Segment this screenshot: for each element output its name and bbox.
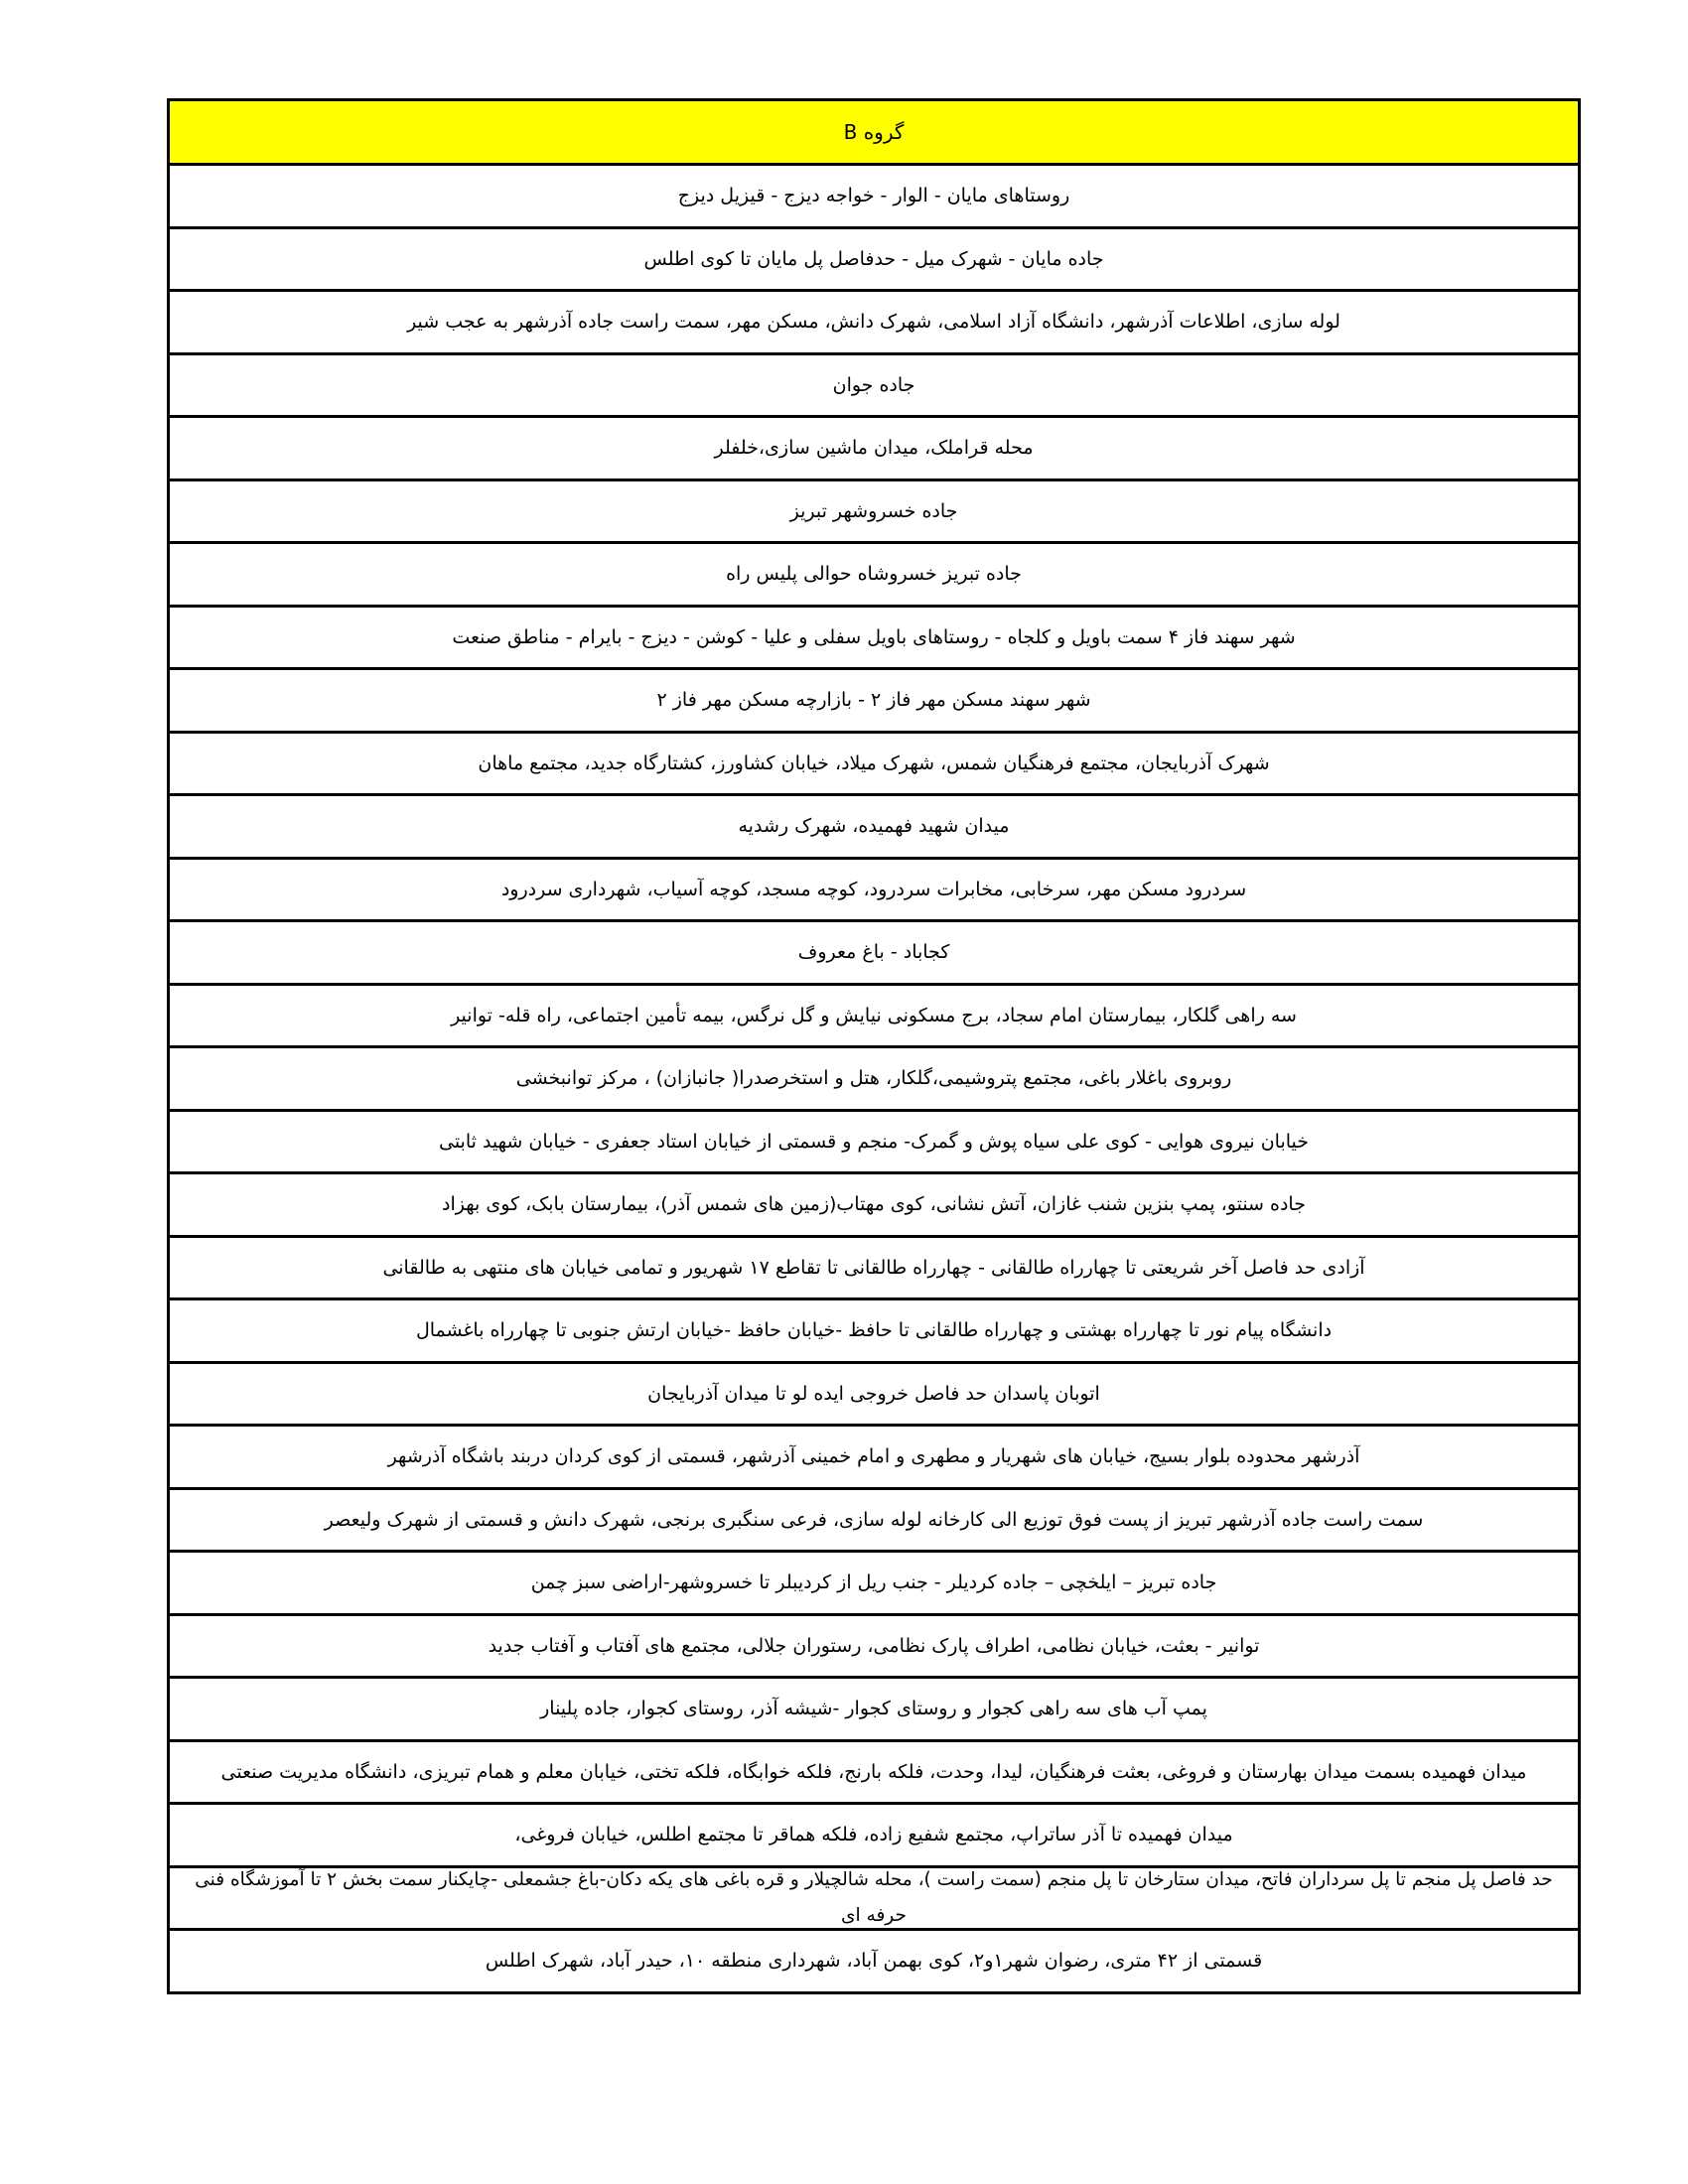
table-row: جاده مایان - شهرک میل - حدفاصل پل مایان تا کوی اطلس	[170, 226, 1578, 290]
table-row: جاده سنتو، پمپ بنزین شنب غازان، آتش نشانی، کوی مهتاب(زمین های شمس آذر)، بیمارستان بابک، کوی بهزاد	[170, 1171, 1578, 1235]
table-row: روستاهای مایان - الوار - خواجه دیزج - قیزیل دیزج	[170, 163, 1578, 226]
table-row: شهر سهند فاز ۴ سمت باویل و کلجاه - روستاهای باویل سفلی و علیا - کوشن - دیزج - بایرام - مناطق صنعت	[170, 605, 1578, 668]
table-row: میدان فهمیده تا آذر ساتراپ، مجتمع شفیع زاده، فلکه هماقر تا مجتمع اطلس، خیابان فروغی،	[170, 1802, 1578, 1865]
table-row: اتوبان پاسدان حد فاصل خروجی ایده لو تا میدان آذربایجان	[170, 1361, 1578, 1425]
table-row: سمت راست جاده آذرشهر تبریز از پست فوق توزیع الی کارخانه لوله سازی، فرعی سنگبری برنجی، شهرک دانش و قسمتی از شهرک ولیعصر	[170, 1487, 1578, 1551]
table-header: گروه B	[170, 101, 1578, 163]
table-row: قسمتی از ۴۲ متری، رضوان شهر۱و۲، کوی بهمن آباد، شهرداری منطقه ۱۰، حیدر آباد، شهرک اطلس	[170, 1928, 1578, 1991]
table-row: جاده تبریز – ایلخچی – جاده کردیلر - جنب ریل از کردیبلر تا خسروشهر-اراضی سبز چمن	[170, 1550, 1578, 1613]
table-row: سه راهی گلکار، بیمارستان امام سجاد، برج مسکونی نیایش و گل نرگس، بیمه تأمین اجتماعی، راه قله- توانیر	[170, 983, 1578, 1046]
table-row: محله قراملک، میدان ماشین سازی،خلفلر	[170, 415, 1578, 478]
table-row: کجاباد - باغ معروف	[170, 919, 1578, 983]
table-row: لوله سازی، اطلاعات آذرشهر، دانشگاه آزاد اسلامی، شهرک دانش، مسکن مهر، سمت راست جاده آذرشهر به عجب شیر	[170, 289, 1578, 352]
table-row: جاده جوان	[170, 352, 1578, 416]
table-row: شهر سهند مسکن مهر فاز ۲ - بازارچه مسکن مهر فاز ۲	[170, 667, 1578, 731]
table-row: میدان شهید فهمیده، شهرک رشدیه	[170, 793, 1578, 857]
area-table	[167, 98, 1581, 1994]
table-row: میدان فهمیده بسمت میدان بهارستان و فروغی، بعثت فرهنگیان، لیدا، وحدت، فلکه بارنج، فلکه خوابگاه، فلکه تختی، خیابان معلم و همام تبریزی، دانشگاه مدیریت صنعتی	[170, 1739, 1578, 1803]
table-row: دانشگاه پیام نور تا چهارراه بهشتی و چهارراه طالقانی تا حافظ -خیابان حافظ -خیابان ارتش جنوبی تا چهارراه باغشمال	[170, 1297, 1578, 1361]
table-row: شهرک آذربایجان، مجتمع فرهنگیان شمس، شهرک میلاد، خیابان کشاورز، کشتارگاه جدید، مجتمع ماهان	[170, 731, 1578, 794]
table-row: پمپ آب های سه راهی کجوار و روستای کجوار -شیشه آذر، روستای کجوار، جاده پلینار	[170, 1676, 1578, 1739]
table-row: روبروی باغلار باغی، مجتمع پتروشیمی،گلکار، هتل و استخرصدرا( جانبازان) ، مرکز توانبخشی	[170, 1045, 1578, 1109]
table-row: جاده خسروشهر تبریز	[170, 478, 1578, 542]
table-row: خیابان نیروی هوایی - کوی علی سیاه پوش و گمرک- منجم و قسمتی از خیابان استاد جعفری - خیابان شهید ثابتی	[170, 1109, 1578, 1172]
table-row: جاده تبریز خسروشاه حوالی پلیس راه	[170, 541, 1578, 605]
table-row: آذرشهر محدوده بلوار بسیج، خیابان های شهریار و مطهری و امام خمینی آذرشهر، قسمتی از کوی کردان دربند باشگاه آذرشهر	[170, 1424, 1578, 1487]
table-row: آزادی حد فاصل آخر شریعتی تا چهارراه طالقانی - چهارراه طالقانی تا تقاطع ۱۷ شهریور و تمامی خیابان های منتهی به طالقانی	[170, 1235, 1578, 1298]
table-row: حد فاصل پل منجم تا پل سرداران فاتح، میدان ستارخان تا پل منجم (سمت راست )، محله شالچیلار و قره باغی های یکه دکان-باغ جشمعلی -چایکنار سمت بخش ۲ تا آموزشگاه فنی حرفه ای	[170, 1865, 1578, 1929]
table-row: توانیر - بعثت، خیابان نظامی، اطراف پارک نظامی، رستوران جلالی، مجتمع های آفتاب و آفتاب جدید	[170, 1613, 1578, 1677]
table-row: سردرود مسکن مهر، سرخابی، مخابرات سردرود، کوچه مسجد، کوچه آسیاب، شهرداری سردرود	[170, 857, 1578, 920]
